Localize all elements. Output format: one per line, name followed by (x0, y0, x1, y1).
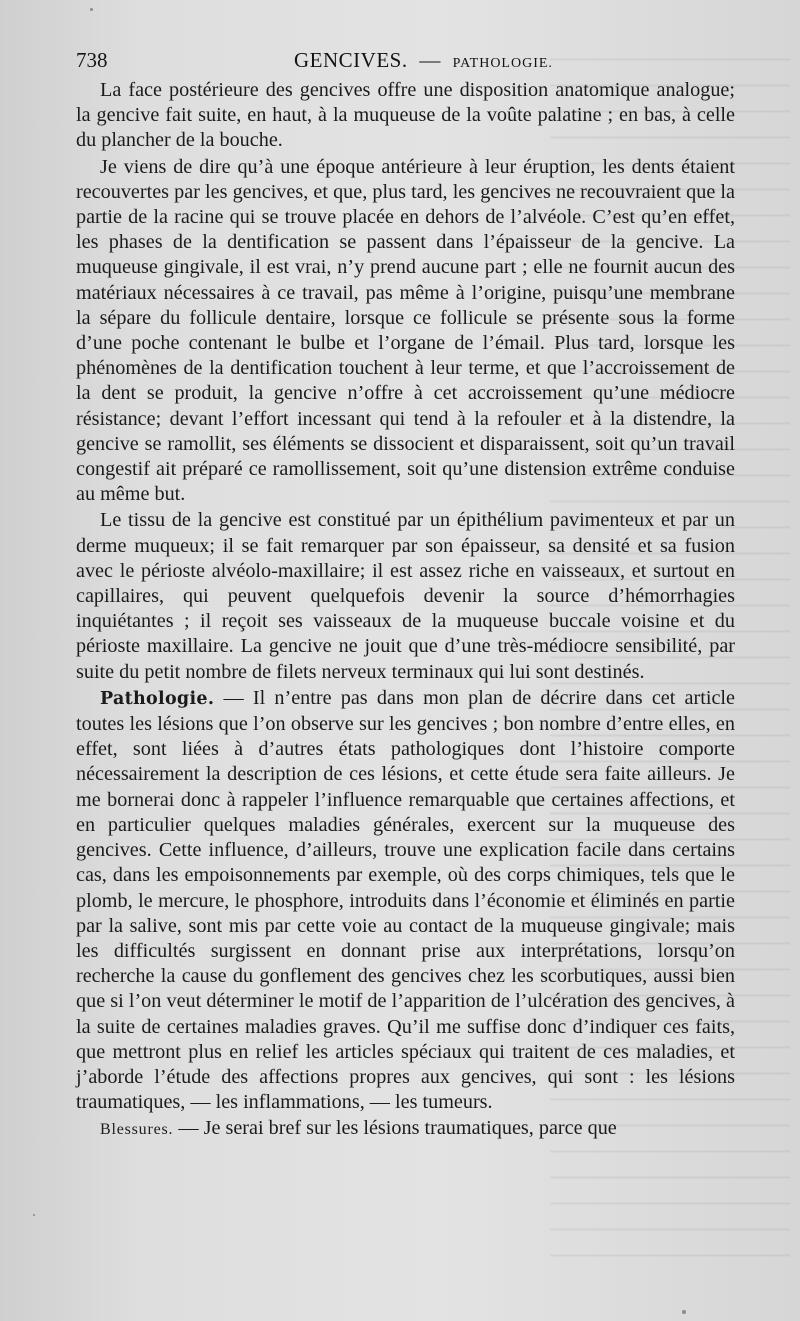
section-heading-pathologie: Pathologie. (100, 688, 215, 709)
paragraph-3: Le tissu de la gencive est constitué par un épithélium pavimenteux et par un derme muqueux; il se fait remarquer par son épaisseur, sa densité et sa fusion avec le périoste alvéolo-maxillaire; il est assez riche en vaisseaux, et surtout en capillaires, qui peuvent quelquefois devenir la source d’hémorrhagies inquiétantes ; il reçoit ses vaisseaux de la muqueuse buccale voisine et du périoste maxillaire. La gencive ne jouit que d’une très-médiocre sensibilité, par suite du petit nombre de filets nerveux terminaux qui lui sont destinés. (76, 509, 735, 683)
section-heading-blessures: Blessures. (100, 1121, 174, 1139)
paragraph-2: Je viens de dire qu’à une époque antérieure à leur éruption, les dents étaient recouvertes par les gencives, et que, plus tard, les gencives ne recouvraient que la partie de la racine qui se trouve placée en dehors de l’alvéole. C’est qu’en effet, les phases de la dentification se passent dans l’épaisseur de la gencive. La muqueuse gingivale, il est vrai, n’y prend aucune part ; elle ne fournit aucun des matériaux nécessaires à ce travail, pas même à l’origine, puisqu’une membrane la sépare du follicule dentaire, lorsque ce follicule se présente sous la forme d’une poche contenant le bulbe et l’organe de l’émail. Plus tard, lorsque les phénomènes de la dentification touchent à leur terme, et que l’accroissement de la dent se produit, la gencive n’offre à cet accroissement qu’une médiocre résistance; devant l’effort incessant qui tend à la refouler et à la distendre, la gencive se ramollit, ses éléments se dissocient et disparaissent, soit qu’un travail congestif ait préparé ce ramollissement, soit qu’une distension extrême conduise au même but. (76, 155, 735, 506)
body-text (76, 78, 735, 1143)
paragraph-blessures (76, 1116, 735, 1142)
paragraph-pathologie (76, 686, 735, 1115)
running-title-main: GENCIVES. (294, 48, 408, 72)
paragraph-1: La face postérieure des gencives offre une disposition anatomique analogue; la gencive fait suite, en haut, à la muqueuse de la voûte palatine ; en bas, à celle du plancher de la bouche. (76, 79, 735, 152)
paper-speck (682, 1310, 686, 1314)
page-number: 738 (76, 48, 108, 72)
running-title (294, 46, 553, 78)
paper-speck (90, 8, 93, 11)
running-title-sub: PATHOLOGIE. (452, 56, 553, 71)
paragraph-blessures-text: — Je serai bref sur les lésions traumatiques, parce que (173, 1117, 617, 1140)
running-header (76, 46, 736, 74)
paper-speck (33, 1214, 35, 1216)
running-title-dash: — (419, 48, 441, 72)
paragraph-pathologie-text: — Il n’entre pas dans mon plan de décrire dans cet article toutes les lésions que l’on observe sur les gencives ; bon nombre d’entre elles, en effet, sont liées à d’autres états pathologiques dont l’histoire comporte nécessairement la description de ces lésions, et cette étude sera faite ailleurs. Je me bornerai donc à rappeler l’influence remarquable que certaines affections, et en particulier quelques maladies générales, exercent sur la muqueuse des gencives. Cette influence, d’ailleurs, trouve une explication facile dans certains cas, dans les empoisonnements par exemple, où des corps chimiques, tels que le plomb, le mercure, le phosphore, introduits dans l’économie et éliminés en partie par la salive, sont mis par cette voie au contact de la muqueuse gingivale; mais les difficultés surgissent en donnant prise aux interprétations, lorsqu’on recherche la cause du gonflement des gencives chez les scorbutiques, aussi bien que si l’on veut déterminer le motif de l’apparition de l’ulcération des gencives, à la suite de certaines maladies graves. Qu’il me suffise donc d’indiquer ces faits, que mettront plus en relief les articles spéciaux qui traitent de ces maladies, et j’aborde l’étude des affections propres aux gencives, qui sont : les lésions traumatiques, — les inflammations, — les tumeurs. (76, 686, 735, 1114)
